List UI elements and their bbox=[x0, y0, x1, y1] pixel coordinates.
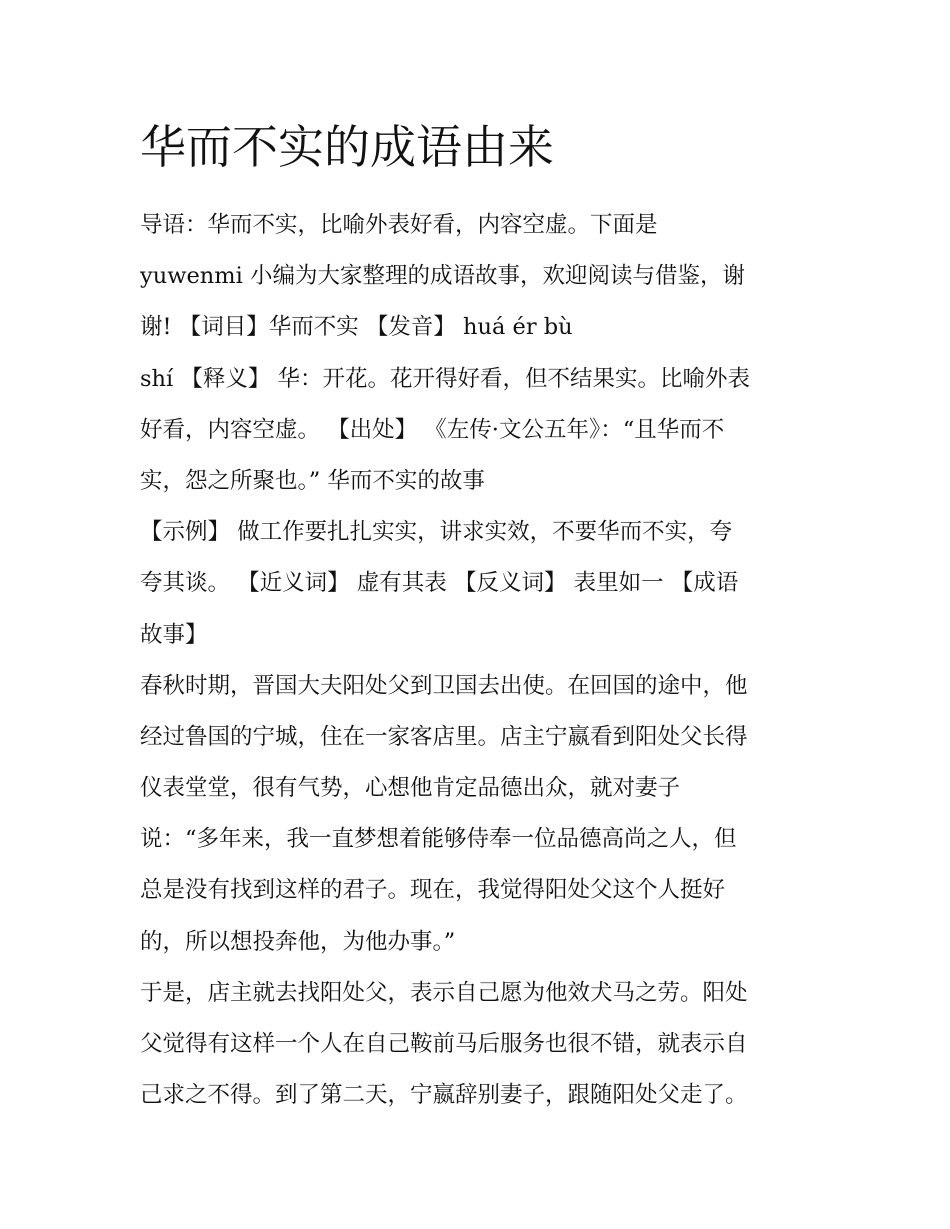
text-line: 实，怨之所聚也。” 华而不实的故事 bbox=[140, 467, 485, 494]
text-line: 【示例】 做工作要扎扎实实，讲求实效，不要华而不实，夸 bbox=[140, 519, 733, 546]
document-body bbox=[140, 200, 820, 1121]
text-line: 夸其谈。 【近义词】 虚有其表 【反义词】 表里如一 【成语 bbox=[140, 570, 739, 597]
text-line: shí 【释义】 华：开花。花开得好看，但不结果实。比喻外表 bbox=[140, 365, 751, 392]
text-line: 的，所以想投奔他，为他办事。” bbox=[140, 928, 456, 955]
text-line: 经过鲁国的宁城，住在一家客店里。店主宁嬴看到阳处父长得 bbox=[140, 723, 748, 750]
text-line: 总是没有找到这样的君子。现在，我觉得阳处父这个人挺好 bbox=[140, 877, 726, 904]
text-line: 故事】 bbox=[140, 621, 208, 648]
text-line: yuwenmi 小编为大家整理的成语故事，欢迎阅读与借鉴，谢 bbox=[140, 263, 745, 290]
text-line: 好看，内容空虚。 【出处】 《左传·文公五年》：“且华而不 bbox=[140, 416, 725, 443]
text-line: 导语：华而不实，比喻外表好看，内容空虚。下面是 bbox=[140, 212, 658, 238]
text-line: 己求之不得。到了第二天，宁嬴辞别妻子，跟随阳处父走了。 bbox=[140, 1082, 748, 1109]
text-line: 说：“多年来，我一直梦想着能够侍奉一位品德高尚之人，但 bbox=[140, 826, 737, 853]
text-line: 于是，店主就去找阳处父，表示自己愿为他效犬马之劳。阳处 bbox=[140, 979, 748, 1006]
text-line: 仪表堂堂，很有气势，心想他肯定品德出众，就对妻子 bbox=[140, 775, 681, 802]
text-line: 谢! 【词目】华而不实 【发音】 huá ér bù bbox=[140, 314, 573, 341]
text-line: 春秋时期，晋国大夫阳处父到卫国去出使。在回国的途中，他 bbox=[140, 672, 748, 699]
text-line: 父觉得有这样一个人在自己鞍前马后服务也很不错，就表示自 bbox=[140, 1031, 748, 1057]
document-title: 华而不实的成语由来 bbox=[140, 120, 554, 174]
